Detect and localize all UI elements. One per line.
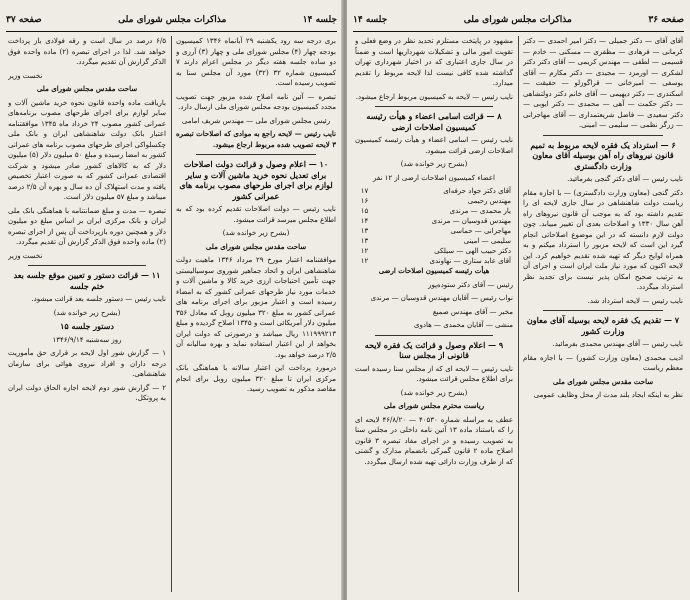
paragraph: منشی — آقایان محمدی — هادوی: [414, 321, 513, 329]
member-votes: ۱۲: [360, 257, 369, 265]
paragraph: درمورد پرداخت این اعتبار سالانه با هماهنگی بانک مرکزی ایران تا مبلغ ۳۲۰ میلیون روبل برای انجام مقاصد مذکور به تصویب رسید.: [176, 364, 336, 393]
paragraph: ادیب محمدی (معاون وزارت کشور) — با اجازه مقام معظم ریاست: [523, 353, 683, 372]
right-page-column-right: [523, 36, 683, 592]
member-name: مهندس قدوسیان — مرندی: [431, 217, 511, 225]
paragraph: نایب رئیس — لایحه به کمیسیون مربوط ارجاع میشود.: [355, 92, 513, 101]
paragraph: مشهود در پایتخت مستلزم تحدید نظر در وضع فعلی و تقویت امور مالی و تشکیلات شهرداریها است و ضمناً در سال جاری اعتباری که در اختیار شهرداری تهران گذاشته شده کافی نیست لذا لایحه مربوط را تقدیم میدارد.: [355, 37, 513, 87]
paragraph: باریافت ماده واحده قانون نحوه خرید ماشین آلات و سایر لوازم برای اجرای طرحهای مصوب برنامه‌های عمرانی کشور مصوب ۲۴ خرداد ماه ۱۳۴۵ موافقتنامه اعتبار بانک دولت شاهنشاهی ایران و بانک ملی چکسلواکی اجرای طرحهای مصوب برنامه های عمرانی کشور به امضا رسیده و مبلغ ۵۰ میلیون دلار (۵) میلیون دلار که به کالاهای کشور صادر میشود و شرکت اقتصادی عمرانی کشور که به صورت اعتبار تخصیص یافته و مدت استهلاک آن ده سال و بهره آن ۲/۵ درصد میباشد و مبلغ ۵۷ میلیون دلار است.: [8, 98, 166, 201]
paragraph: نایب رئیس — لایحه ای که از مجلس سنا رسیده است برای اطلاع مجلس قرائت میشود.: [355, 364, 513, 383]
section-heading: ۷ — تقدیم یک فقره لایحه بوسیله آقای معاون وزارت کشور: [526, 315, 680, 336]
note: (بشرح زیر خوانده شد): [222, 229, 290, 237]
divider: [196, 154, 316, 155]
paragraph: مخبر — آقای مهندس صمیع: [432, 307, 513, 316]
paragraph: ۲ — گزارش شور دوم لایحه اجازه الحاق دولت ایران به پروتکل.: [8, 383, 166, 402]
paragraph: تبصره — مدت و مبلغ ضمانتنامه با هماهنگی بانک ملی ایران و بانک مرکزی ایران بر اساس مبلغ دو میلیون دلار و همچنین دوره بازپرداخت آن پس از اجرای تبصره (۲) ماده واحده فوق الذکر گزارش آن تقدیم میگردد.: [8, 206, 166, 246]
table-row: [355, 236, 513, 246]
member-votes: ۱۳: [360, 227, 369, 235]
section-heading: ۸ — قرائت اسامی اعضاء و هیأت رئیسه کمیسیون اصلاحات ارضی: [366, 111, 502, 132]
paragraph: تبصره — آئین نامه اصلاح شده مزبور جهت تصویب مجدد کمیسیون بودجه مجلس شورای ملی ارسال دارد.: [176, 92, 336, 111]
divider: [28, 265, 146, 266]
member-votes: ۱۵: [360, 207, 369, 215]
right-header-title: مذاکرات مجلس شورای ملی: [463, 15, 572, 25]
member-name: آقای عابد ستاری — نهاوندی: [429, 257, 511, 265]
note: (بشرح زیر خوانده شد): [400, 160, 468, 168]
divider: [543, 135, 663, 136]
member-name: دکتر حبیب الهی — سیلکی: [434, 247, 511, 255]
paragraph: عطف به مراسله شماره ۴۰۵۳۰ — ۴۶/۸/۲۰ لایحه ای را که باستناد ماده ۱۳ آئین نامه داخلی در مجلس سنا به تصویب رسیده و در اجرای مفاد تبصره ۳ قانون اصلاح ماده ۲ قانون گمرکی بانضمام مدارک و گشتی که از طرف وزارت دارائی تهیه شده ارسال میگردد.: [355, 415, 513, 466]
member-votes: ۱۶: [360, 197, 369, 205]
address-line: ساحت مقدس مجلس شورای ملی: [552, 376, 654, 386]
paragraph: نایب رئیس — دولت اصلاحات تقدیم کرده بود که به اطلاع مجلس میرسد قرائت میشود.: [176, 205, 336, 224]
address-line: ساحت مقدس مجلس شورای ملی: [36, 84, 138, 93]
member-name: مهندس رحیمی: [467, 197, 511, 205]
divider: [375, 335, 493, 336]
paragraph: نواب رئیس — آقایان مهندس قدوسیان — مرندی: [370, 294, 513, 302]
paragraph: نایب رئیس — لایحه استرداد شد.: [587, 296, 683, 305]
right-page-column-left: [355, 36, 513, 592]
left-page-header: [6, 12, 337, 28]
right-page: [347, 0, 690, 600]
section-heading: ۱۰ — اعلام وصول و قرائت دولت اصلاحات برای تعدیل نحوه خرید ماشین آلات و سایر لوازم برای اجرای طرحهای مصوب برنامه های عمرانی کشور: [179, 159, 333, 201]
table-row: [355, 246, 513, 256]
paragraph: دکتر گنجی (معاون وزارت دادگستری) — با اجازه مقام ریاست دولت شاهنشاهی در سال جاری لایحه ای را تقدیم داشته بود که به موجب آن قانون نیروهای راه آهن سال ۱۳۳۰ و اصلاحات بعدی آن تغییر مییابد. چون دولت لازم دانسته که در این موضوع اصلاحاتی انجام گیرد این است که لایحه مزبور را استرداد میکنم و به همراه لوایح دیگر که تهیه شده تقدیم خواهیم کرد. این لایحه اکنون که مورد نیاز ملت ایران است و اجرای آن به ترتیب صحیح امکان پذیر نیست برای تجدید نظر استرداد میگردد.: [523, 188, 683, 291]
table-row: [355, 256, 513, 266]
paragraph: نایب رئیس — دستور جلسه بعد قرائت میشود.: [31, 295, 166, 303]
table-row: [355, 196, 513, 206]
member-name: مهاجرانی — حماسی: [450, 227, 511, 235]
right-header-session: جلسه ۱۴: [353, 15, 388, 25]
member-name: سلیمی — امینی: [463, 237, 511, 245]
right-header-rule: [353, 31, 684, 32]
paragraph: نایب رئیس — آقای مهندس محمدی بفرمائید.: [552, 340, 683, 348]
divider: [375, 106, 493, 107]
paragraph: آقای آقای — دکتر جمیلی — دکتر امیر احمدی — دکتر کرمانی — فرهادی — مظفری — مسکنی — خادم — قسیمی — لطفی — مهندس کریمی — آقای دکتر دکتر لشکری — اورمزد — مجیدی — دکتر مکارم — آقای یوسفی — امیرخانی — قراگوزلو — حقیقت — اسکندری — دکتر دیهیمی — آقای خانم دکتر دولتشاهی — دکتر حکمت — آهی — محمدی — دکتر ایوبی — دکتر سعیدی — فاضل شریعتمداری — آقای مهاجرانی — زرگر نظمی — سلیمی — امینی.: [523, 37, 683, 129]
paragraph: نظر به اینکه ایجاد بلند مدت از محل وظایف عمومی: [533, 391, 683, 399]
member-votes: ۱۳: [360, 237, 369, 245]
table-row: [355, 186, 513, 196]
address-line: ریاست محترم مجلس شورای ملی: [383, 401, 485, 410]
paragraph: نایب رئیس — لایحه راجع به موادی که اصلاحات تبصره ۳ لایحه تصویب شده مربوط ارجاع میشود.: [176, 129, 336, 149]
paragraph: ۱ — گزارش شور اول لایحه بر قراری حق مأموریت درجه داران و افراد نیروی هوائی برای سازمان شاهنشاهی.: [8, 349, 166, 378]
paragraph: نایب رئیس — اسامی اعضاء و هیأت رئیسه کمیسیون اصلاحات ارضی قرائت میشود.: [355, 136, 513, 155]
left-page-column-left: [8, 36, 166, 592]
paragraph: اعضاء کمیسیون اصلاحات ارضی از ۱۲ نفر: [372, 173, 495, 182]
left-page: [0, 0, 343, 600]
paragraph: نایب رئیس — آقای دکتر گنجی بفرمائید.: [567, 175, 683, 183]
member-votes: ۱۴: [360, 217, 369, 225]
left-header-title: مذاکرات مجلس شورای ملی: [118, 15, 227, 25]
table-row: [355, 206, 513, 216]
paragraph: موافقتنامه اعتبار مورخ ۲۹ مرداد ۱۳۴۶ ماهیت دولت شاهنشاهی ایران و اتحاد جماهیر شوروی سوسیالیستی جهت تأمین احتیاجات ارزی خرید کالا و ماشین آلات و خدمات مورد نیاز طرحهای عمرانی کشور که به امضاء رسیده است و اعتبار مزبور برای اجرای برنامه های عمرانی کشور به مبلغ ۳۲۰ میلیون روبل که معادل ۳۵۶ میلیون دلار آمریکائی است و ۱۳۴۵ اصلاح گردیده و مبلغ ۱۱۱۹۹۹۲۱۳ ریال میباشد و درصورتی که دولت ایران بخواهد از این اعتبار استفاده نماید و بهره سالیانه آن ۲/۵ درصد خواهد بود.: [176, 256, 336, 359]
column-rule: [171, 36, 172, 592]
paragraph: ۶/۵ درصد در سال است و رقه فولادی باز پرداخت خواهد شد. لذا در اجرای تبصره (۲) ماده واحده فوق الذکر گزارش آن تقدیم میگردد.: [8, 37, 166, 66]
note: (بشرح زیر خوانده شد): [53, 308, 121, 317]
column-rule: [518, 36, 519, 592]
note: (بشرح زیر خوانده شد): [400, 388, 468, 397]
section-heading: ۹ — اعلام وصول و قرائت یک فقره لایحه قانونی از مجلس سنا: [364, 339, 504, 360]
paragraph: هیأت رئیسه کمیسیون اصلاحات ارضی: [378, 266, 490, 275]
paragraph: رئیس — آقای دکتر ستوده‌پور: [428, 280, 513, 289]
table-row: [355, 216, 513, 226]
member-votes: ۱۲: [360, 247, 369, 255]
right-header-page-number: صفحه ۳۶: [648, 15, 684, 25]
address-line: ساحت مقدس مجلس شورای ملی: [205, 241, 307, 251]
signature-line: نخست وزیر: [8, 71, 43, 80]
section-heading: ۱۱ — قرائت دستور و تعیین موقع جلسه بعد ختم جلسه: [13, 270, 161, 291]
signature-line: رئیس مجلس شورای ملی — مهندس شریف امامی: [181, 116, 331, 125]
table-row: [355, 226, 513, 236]
section-heading: ۶ — استرداد یک فقره لایحه مربوط به تمیم قانون نیروهای راه آهن بوسیله آقای معاون وزارت دادگستری: [530, 139, 676, 171]
left-header-session: جلسه ۱۴: [302, 15, 337, 25]
date-line: روز سه‌شنبه ۱۳۴۶/۹/۱۴: [52, 335, 122, 344]
member-name: آقای دکتر جواد حرفه‌ای: [443, 187, 511, 195]
section-heading: دستور جلسه ۱۵: [60, 321, 114, 331]
divider: [543, 310, 663, 311]
right-page-header: [353, 12, 684, 28]
paragraph: بری درجه سه رود یکشنبه ۲۹ آبانماه ۱۳۴۶ کمیسیون بودجه چهار (۴) مجلس شورای ملی و چهار (۳) آرزی و دو ساده جلسه هفته دیگر در مجلس اعزام دارند ۷ کمیسیون شماره ۳۲ (۳۲) مورد آن مجلس سنا به تصویب رسیده است.: [176, 37, 336, 87]
member-votes: ۱۷: [360, 187, 369, 195]
left-page-column-right: [176, 36, 336, 592]
left-header-page-number: صفحه ۳۷: [6, 15, 42, 25]
signature-line: نخست وزیر: [8, 251, 43, 260]
member-name: یار محمدی — مرندی: [449, 207, 511, 215]
members-table: [355, 186, 513, 266]
left-header-rule: [6, 31, 337, 32]
